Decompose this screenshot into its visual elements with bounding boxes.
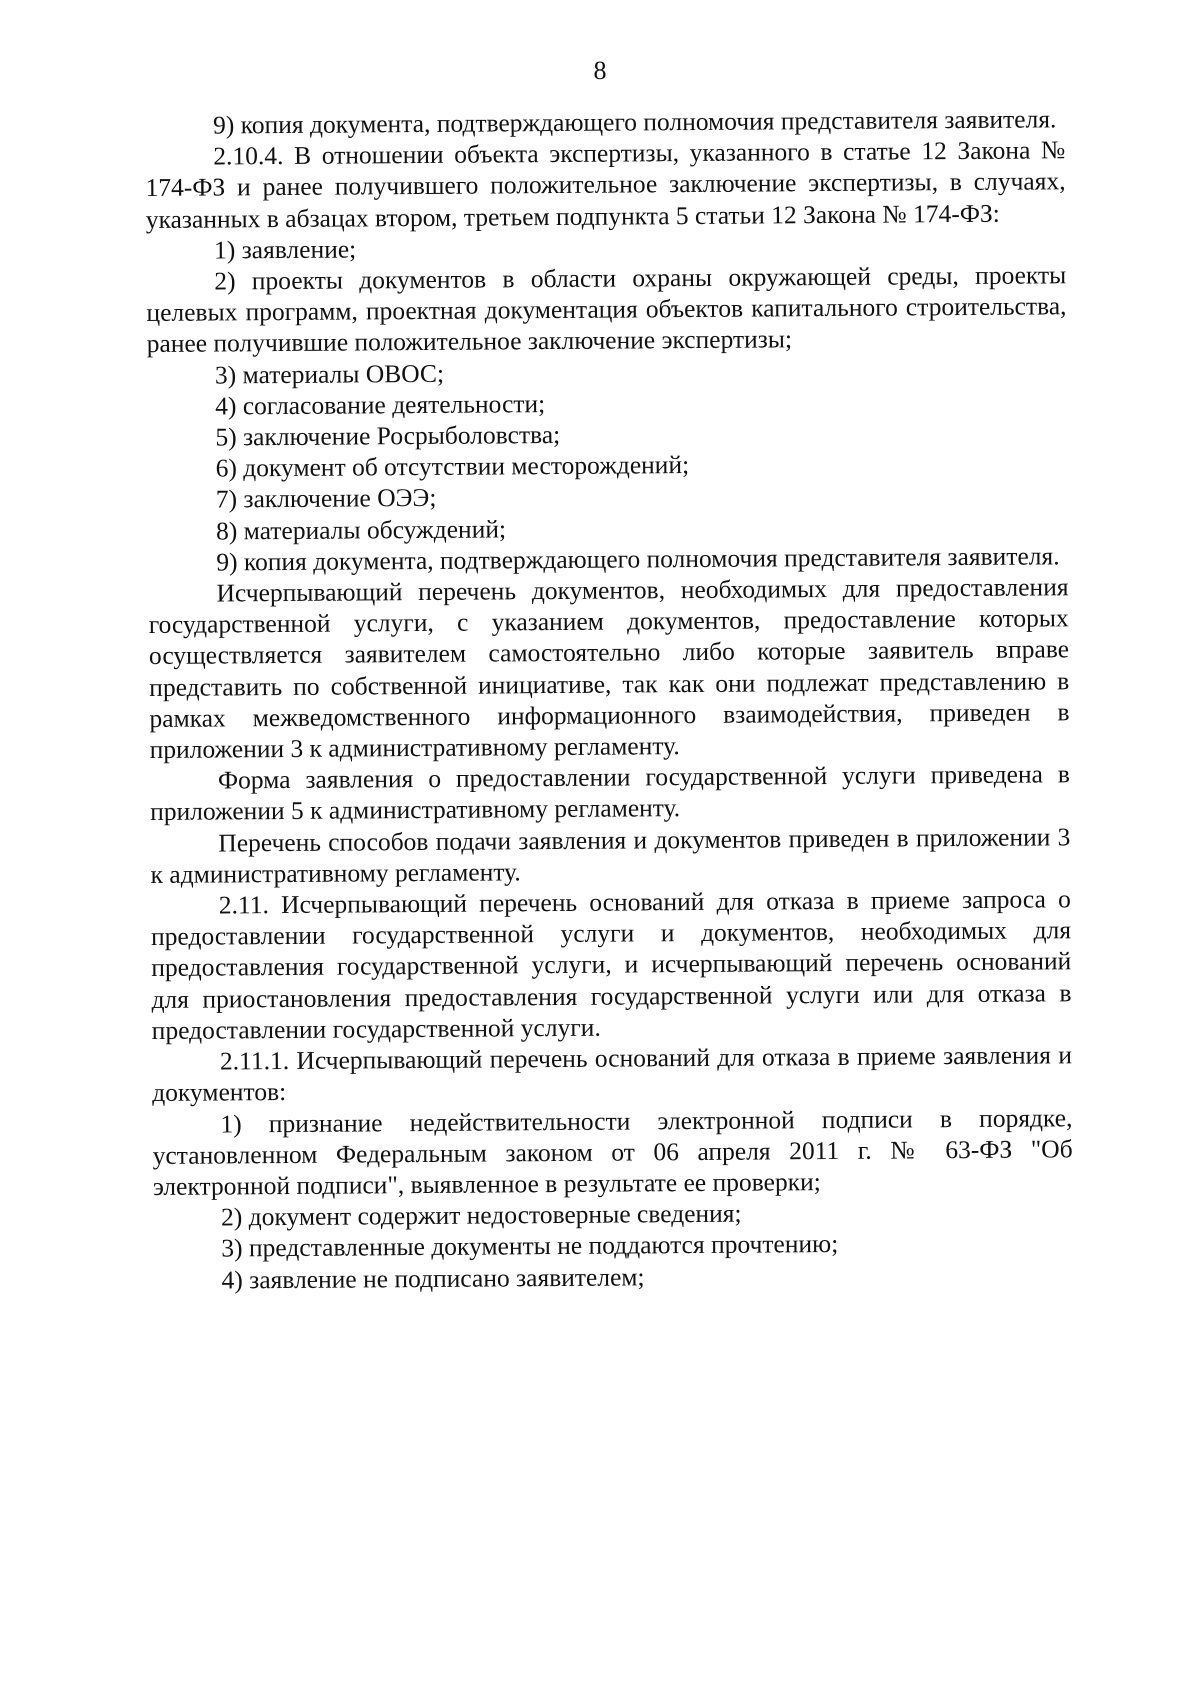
list-item: 4) заявление не подписано заявителем; bbox=[221, 1261, 645, 1294]
list-item: 9) копия документа, подтверждающего полномочия представителя заявителя. bbox=[216, 541, 1060, 577]
list-item: 5) заключение Росрыболовства; bbox=[215, 419, 561, 452]
list-item: 2) проекты документов в области охраны окружающей среды, проекты целевых программ, проектная документация объектов капитального строительства, ранее получившие положительное заключение экспертизы; bbox=[146, 260, 1067, 359]
list-item: 1) признание недействительности электронной подписи в порядке, установленном Федеральным законом от 06 апреля 2011 г. № 63-ФЗ "Об электронной подписи", выявленное в результате ее проверки; bbox=[152, 1102, 1073, 1201]
list-item: 2) документ содержит недостоверные сведения; bbox=[221, 1198, 742, 1232]
subsection-paragraph: 2.11.1. Исчерпывающий перечень оснований для отказа в приеме заявления и документов: bbox=[152, 1040, 1073, 1108]
page-number: 8 bbox=[593, 56, 607, 85]
paragraph: Форма заявления о предоставлении государственной услуги приведена в приложении 5 к административному регламенту. bbox=[150, 759, 1070, 827]
list-item: 3) представленные документы не поддаются прочтению; bbox=[221, 1229, 839, 1263]
list-item: 1) заявление; bbox=[213, 234, 357, 265]
list-item: 3) материалы ОВОС; bbox=[214, 358, 445, 390]
paragraph: Перечень способов подачи заявления и документов приведен в приложении 3 к административному регламенту. bbox=[150, 821, 1071, 889]
list-item: 8) материалы обсуждений; bbox=[215, 514, 507, 546]
paragraph: Исчерпывающий перечень документов, необходимых для предоставления государственной услуги, с указанием документов, предоставление которых осуществляется заявителем самостоятельно либо которые заявитель вправе представить по собственной инициативе, так как они подлежат представлению в рамках межведомственного информационного взаимодействия, приведен в приложении 3 к административному регламенту. bbox=[148, 572, 1070, 765]
list-item: 4) согласование деятельности; bbox=[215, 388, 546, 421]
document-body bbox=[145, 103, 1074, 1295]
list-item: 7) заключение ОЭЭ; bbox=[215, 483, 437, 514]
section-heading-paragraph: 2.11. Исчерпывающий перечень оснований для отказа в приеме запроса о предоставлении государственной услуги и документов, необходимых для предоставления государственной услуги, и исчерпывающий перечень оснований для приостановления предоставления государственной услуги или для отказа в предоставлении государственной услуги. bbox=[150, 884, 1072, 1045]
list-item: 6) документ об отсутствии месторождений; bbox=[215, 450, 690, 483]
list-item: 9) копия документа, подтверждающего полномочия представителя заявителя. bbox=[213, 104, 1057, 140]
paragraph: 2.10.4. В отношении объекта экспертизы, указанного в статье 12 Закона № 174-ФЗ и ранее получившего положительное заключение экспертизы, в случаях, указанных в абзацах втором, третьем подпункта 5 статьи 12 Закона № 174-ФЗ: bbox=[145, 135, 1066, 234]
